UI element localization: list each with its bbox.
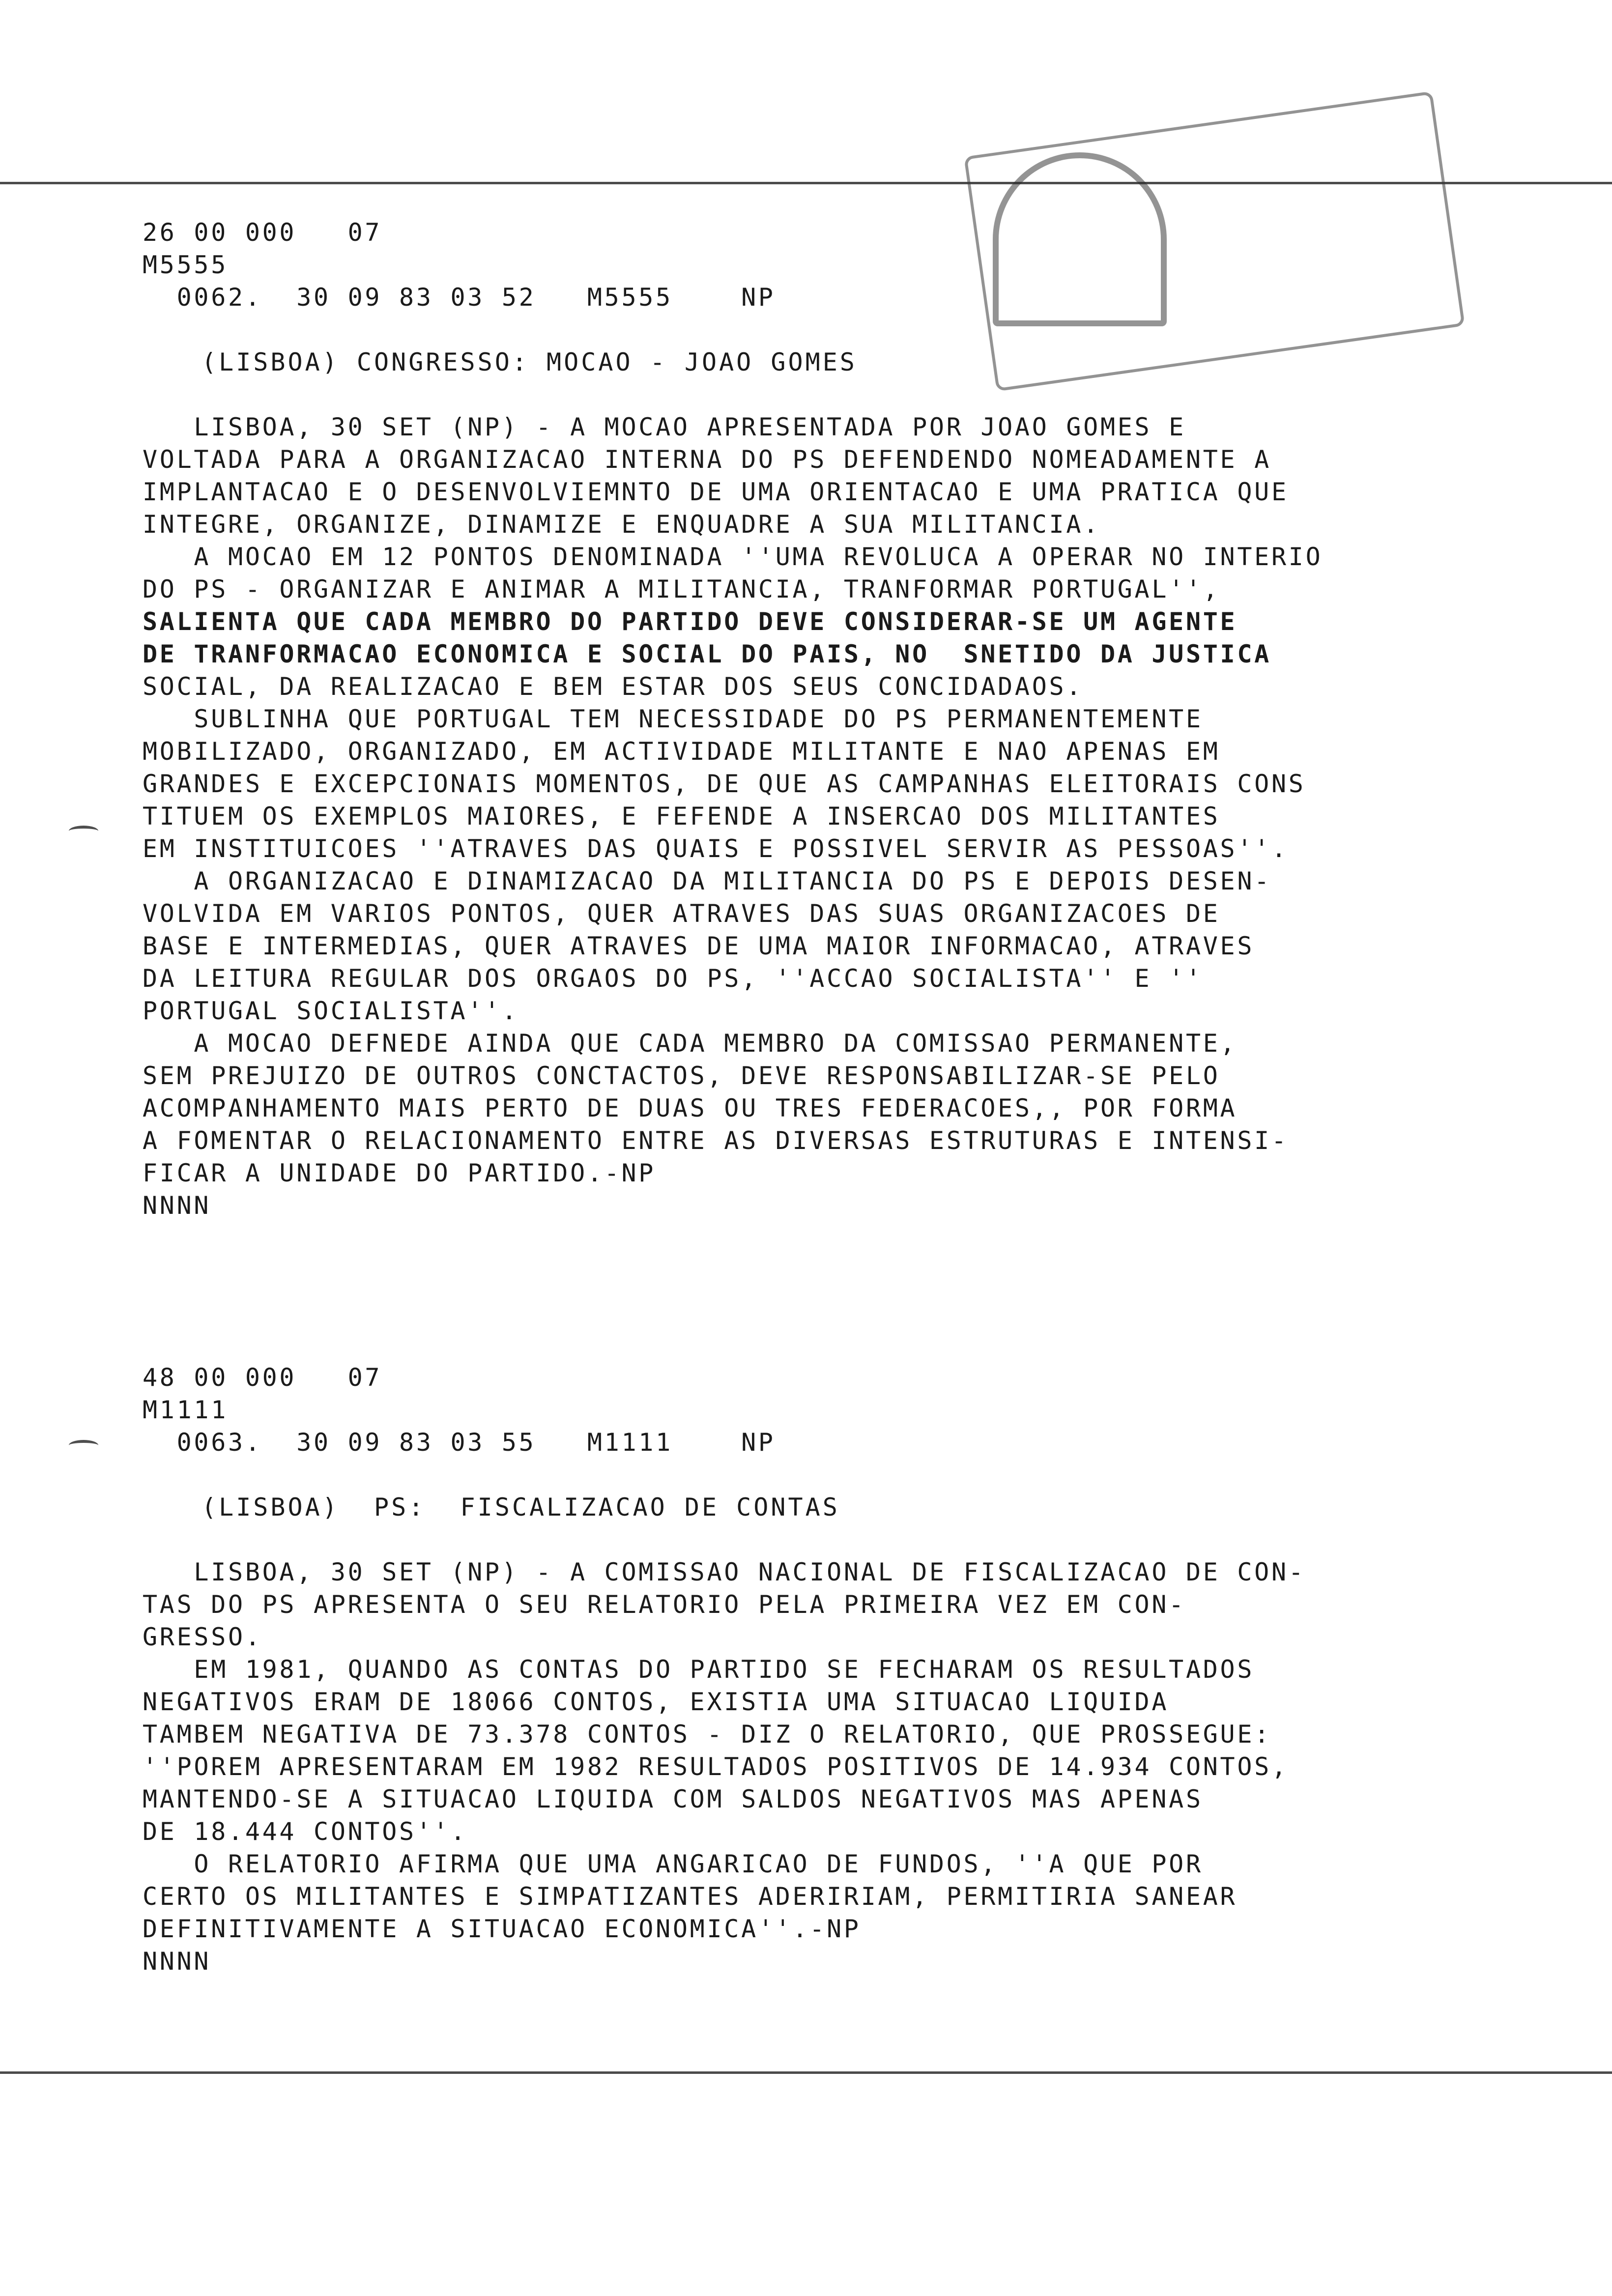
story1-body-line: SUBLINHA QUE PORTUGAL TEM NECESSIDADE DO PS PERMANENTEMENTE bbox=[143, 705, 1203, 733]
story1-header-line: 0062. 30 09 83 03 52 M5555 NP bbox=[143, 283, 776, 312]
bottom-tear-line bbox=[0, 2071, 1612, 2074]
story1-body-line: DE TRANFORMACAO ECONOMICA E SOCIAL DO PAIS, NO SNETIDO DA JUSTICA bbox=[143, 640, 1271, 668]
story2-body-line: NEGATIVOS ERAM DE 18066 CONTOS, EXISTIA UMA SITUACAO LIQUIDA bbox=[143, 1688, 1169, 1716]
story2-header-line: M1111 bbox=[143, 1396, 229, 1424]
story1-body-line: A ORGANIZACAO E DINAMIZACAO DA MILITANCIA DO PS E DEPOIS DESEN- bbox=[143, 867, 1271, 895]
story1-body-line: SALIENTA QUE CADA MEMBRO DO PARTIDO DEVE CONSIDERAR-SE UM AGENTE bbox=[143, 607, 1238, 636]
story1-body-line: A MOCAO EM 12 PONTOS DENOMINADA ''UMA REVOLUCA A OPERAR NO INTERIO bbox=[143, 543, 1323, 571]
story1-body-line: GRANDES E EXCEPCIONAIS MOMENTOS, DE QUE AS CAMPANHAS ELEITORAIS CONS bbox=[143, 770, 1306, 798]
story1-body-line: IMPLANTACAO E O DESENVOLVIEMNTO DE UMA ORIENTACAO E UMA PRATICA QUE bbox=[143, 478, 1289, 506]
story1-body-line: A FOMENTAR O RELACIONAMENTO ENTRE AS DIVERSAS ESTRUTURAS E INTENSI- bbox=[143, 1126, 1289, 1155]
story2-body-line: MANTENDO-SE A SITUACAO LIQUIDA COM SALDOS NEGATIVOS MAS APENAS bbox=[143, 1785, 1203, 1813]
story2-body-line: ''POREM APRESENTARAM EM 1982 RESULTADOS POSITIVOS DE 14.934 CONTOS, bbox=[143, 1752, 1289, 1781]
wire-story-1 bbox=[143, 216, 1323, 1222]
story1-body-line: VOLVIDA EM VARIOS PONTOS, QUER ATRAVES DAS SUAS ORGANIZACOES DE bbox=[143, 899, 1220, 928]
scan-mark bbox=[69, 1440, 98, 1451]
wire-story-2 bbox=[143, 1361, 1306, 1978]
story2-body-line: O RELATORIO AFIRMA QUE UMA ANGARICAO DE FUNDOS, ''A QUE POR bbox=[143, 1850, 1203, 1878]
story1-body-line: EM INSTITUICOES ''ATRAVES DAS QUAIS E POSSIVEL SERVIR AS PESSOAS''. bbox=[143, 834, 1289, 863]
story1-header-line: 26 00 000 07 bbox=[143, 218, 382, 247]
story1-body-line: SOCIAL, DA REALIZACAO E BEM ESTAR DOS SEUS CONCIDADAOS. bbox=[143, 672, 1084, 701]
story1-body-line: SEM PREJUIZO DE OUTROS CONCTACTOS, DEVE RESPONSABILIZAR-SE PELO bbox=[143, 1062, 1220, 1090]
story1-body-line: LISBOA, 30 SET (NP) - A MOCAO APRESENTADA POR JOAO GOMES E bbox=[143, 413, 1186, 441]
story1-end-marker: NNNN bbox=[143, 1191, 211, 1220]
story2-body-line: CERTO OS MILITANTES E SIMPATIZANTES ADERIRIAM, PERMITIRIA SANEAR bbox=[143, 1882, 1238, 1911]
story2-body-line: DE 18.444 CONTOS''. bbox=[143, 1817, 468, 1846]
story1-headline: (LISBOA) CONGRESSO: MOCAO - JOAO GOMES bbox=[202, 348, 857, 376]
story1-body-line: ACOMPANHAMENTO MAIS PERTO DE DUAS OU TRES FEDERACOES,, POR FORMA bbox=[143, 1094, 1238, 1122]
story2-body-line: DEFINITIVAMENTE A SITUACAO ECONOMICA''.-NP bbox=[143, 1915, 861, 1943]
story1-body-line: TITUEM OS EXEMPLOS MAIORES, E FEFENDE A INSERCAO DOS MILITANTES bbox=[143, 802, 1220, 831]
story1-header-line: M5555 bbox=[143, 251, 229, 279]
story2-header-line: 48 00 000 07 bbox=[143, 1363, 382, 1392]
story2-body-line: EM 1981, QUANDO AS CONTAS DO PARTIDO SE FECHARAM OS RESULTADOS bbox=[143, 1655, 1255, 1684]
story2-body-line: LISBOA, 30 SET (NP) - A COMISSAO NACIONAL DE FISCALIZACAO DE CON- bbox=[143, 1558, 1306, 1586]
story1-body-line: VOLTADA PARA A ORGANIZACAO INTERNA DO PS DEFENDENDO NOMEADAMENTE A bbox=[143, 445, 1271, 474]
story1-body-line: DA LEITURA REGULAR DOS ORGAOS DO PS, ''ACCAO SOCIALISTA'' E '' bbox=[143, 964, 1203, 993]
story1-body-line: BASE E INTERMEDIAS, QUER ATRAVES DE UMA MAIOR INFORMACAO, ATRAVES bbox=[143, 932, 1255, 960]
story1-body-line: MOBILIZADO, ORGANIZADO, EM ACTIVIDADE MILITANTE E NAO APENAS EM bbox=[143, 737, 1220, 766]
story1-body-line: DO PS - ORGANIZAR E ANIMAR A MILITANCIA, TRANFORMAR PORTUGAL'', bbox=[143, 575, 1220, 603]
story2-body-line: GRESSO. bbox=[143, 1623, 262, 1651]
story1-body-line: FICAR A UNIDADE DO PARTIDO.-NP bbox=[143, 1159, 656, 1187]
story2-headline: (LISBOA) PS: FISCALIZACAO DE CONTAS bbox=[202, 1493, 840, 1521]
story2-header-line: 0063. 30 09 83 03 55 M1111 NP bbox=[143, 1428, 776, 1457]
story1-body-line: PORTUGAL SOCIALISTA''. bbox=[143, 997, 519, 1025]
story2-body-line: TAMBEM NEGATIVA DE 73.378 CONTOS - DIZ O RELATORIO, QUE PROSSEGUE: bbox=[143, 1720, 1271, 1749]
scan-mark bbox=[69, 826, 98, 836]
story2-body-line: TAS DO PS APRESENTA O SEU RELATORIO PELA PRIMEIRA VEZ EM CON- bbox=[143, 1590, 1186, 1619]
story1-body-line: INTEGRE, ORGANIZE, DINAMIZE E ENQUADRE A SUA MILITANCIA. bbox=[143, 510, 1100, 539]
story2-end-marker: NNNN bbox=[143, 1947, 211, 1976]
story1-body-line: A MOCAO DEFNEDE AINDA QUE CADA MEMBRO DA COMISSAO PERMANENTE, bbox=[143, 1029, 1238, 1058]
